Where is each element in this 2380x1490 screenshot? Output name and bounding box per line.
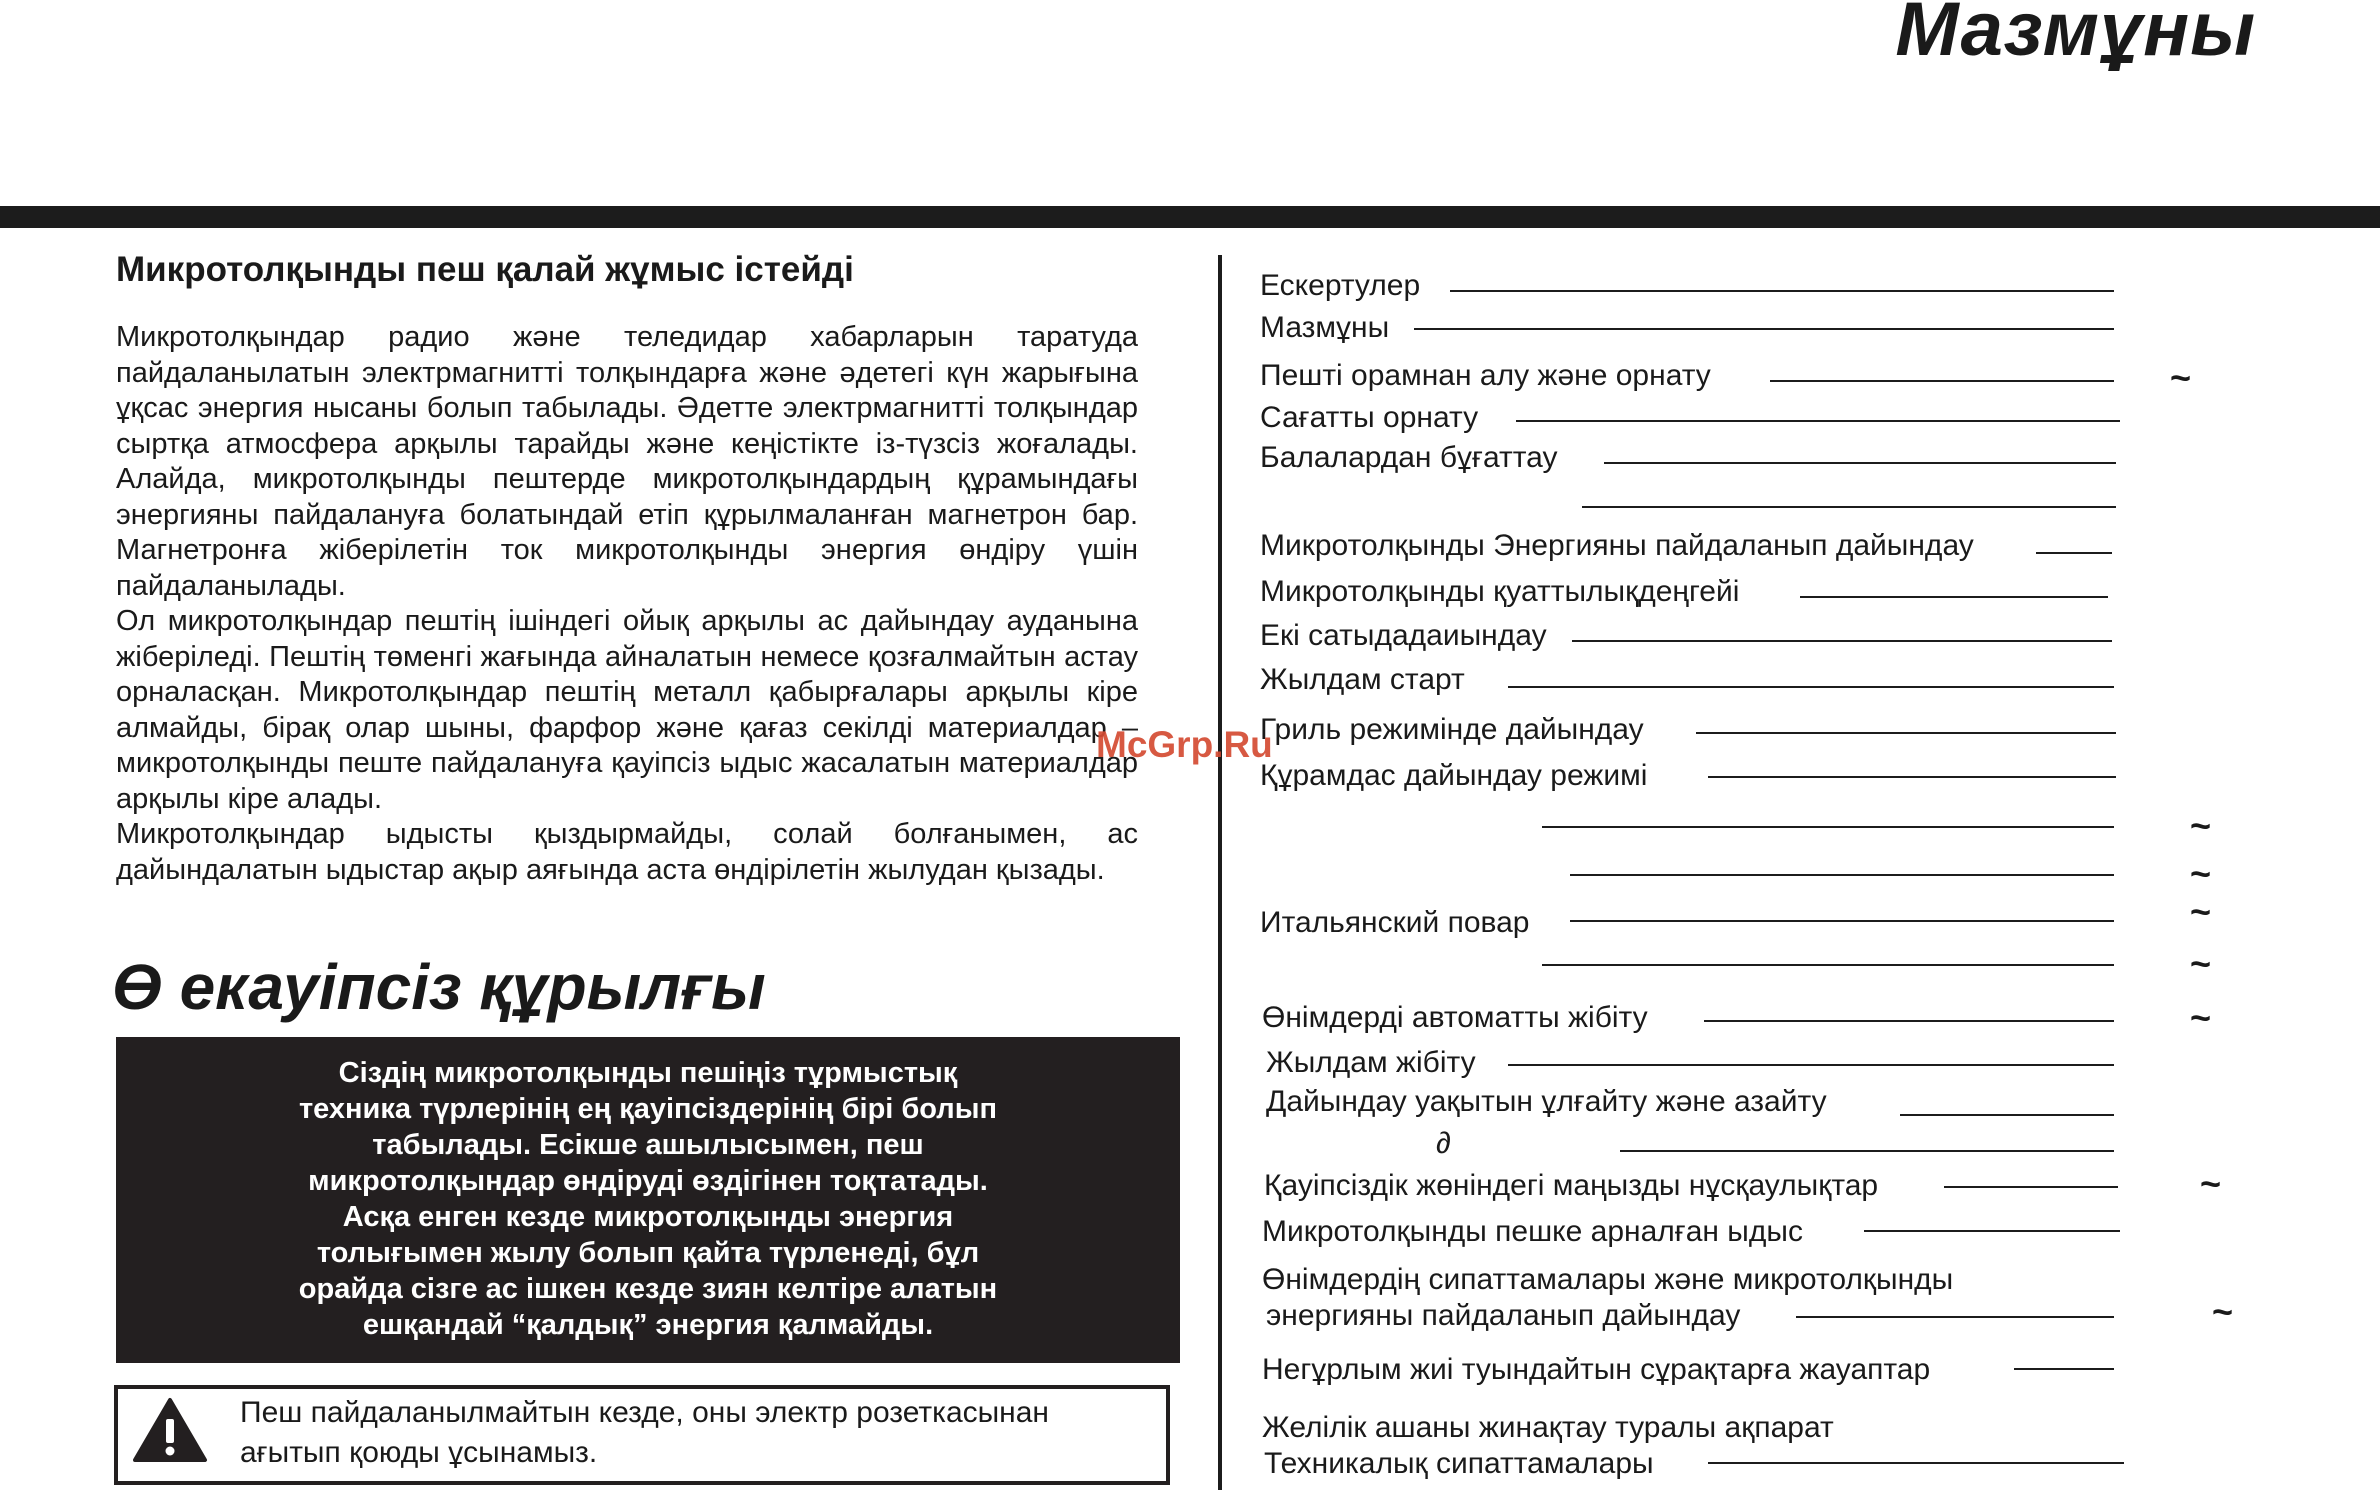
- toc-leader: [1604, 462, 2116, 464]
- warning-box: [114, 1385, 1170, 1485]
- toc-leader: [1944, 1186, 2118, 1188]
- toc-leader: [2036, 552, 2112, 554]
- intro-paragraph: Ол микротолқындар пештің ішіндегі ойық арқылы ас дайындау ауданына жіберіледі. Пештің төменгі жағында айналатын немесе қозғалмайтын астау орналасқан. Микротолқындар пештің металл қабырғалары арқылы кіре алмайды, бірақ олар шыны, фарфор және қағаз секілді материалдар – микротолқынды пеште пайдалануға қауіпсіз ыдыс жасалатын материалдар арқылы кіре алады.: [116, 605, 1138, 815]
- toc-entry-time-adjust: Дайындау уақытын ұлғайту және азайту: [1266, 1085, 1827, 1118]
- toc-tilde: ~: [2190, 853, 2212, 894]
- toc-leader: [1570, 920, 2114, 922]
- safety-line: микротолқындар өндіруді өздігінен тоқтатады.: [308, 1165, 988, 1197]
- toc-entry-food-properties-cont: энергияны пайдаланып дайындау: [1266, 1299, 1741, 1332]
- section-heading: Микротолқынды пеш қалай жұмыс істейді: [116, 250, 854, 289]
- safety-line: ешқандай “қалдық” энергия қалмайды.: [362, 1309, 934, 1341]
- toc-leader: [1582, 506, 2116, 508]
- toc-leader: [1796, 1316, 2114, 1318]
- toc-tilde: ~: [2212, 1291, 2234, 1332]
- toc-leader: [1570, 874, 2114, 876]
- safety-line: толығымен жылу болып қайта түрленеді, бұл: [316, 1237, 980, 1269]
- toc-entry-quick-start: Жылдам старт: [1260, 663, 1465, 696]
- toc-entry-two-stage: Екі сатыдадаиындау: [1260, 619, 1547, 652]
- toc-leader: [1864, 1230, 2120, 1232]
- toc-leader: [1800, 596, 2108, 598]
- toc-leader: [1770, 380, 2114, 382]
- toc-tilde: ~: [2170, 357, 2192, 398]
- toc-leader: [1450, 290, 2114, 292]
- toc-leader: [1516, 420, 2120, 422]
- toc-tilde: ~: [2200, 1163, 2222, 1204]
- toc-leader: [1542, 964, 2114, 966]
- toc-entry-unpacking: Пешті орамнан алу және орнату: [1260, 359, 1711, 392]
- toc-leader: [1704, 1020, 2114, 1022]
- toc-entry-auto-defrost: Өнімдерді автоматты жібіту: [1262, 1001, 1648, 1034]
- toc-entry-combi: Құрамдас дайындау режимі: [1260, 759, 1648, 792]
- watermark: McGrp.Ru: [1096, 724, 1273, 765]
- toc-leader: [1572, 640, 2112, 642]
- toc-entry-food-properties: Өнімдердің сипаттамалары және микротолқынды: [1262, 1263, 1954, 1296]
- safety-line: техника түрлерінің ең қауіпсіздерінің бірі болып: [298, 1093, 998, 1125]
- page-title: Мазмұны: [1895, 0, 2256, 72]
- toc-entry-warnings: Ескертулер: [1260, 269, 1421, 302]
- toc-entry-symbol: ∂: [1436, 1127, 1451, 1160]
- toc-entry-faq: Негұрлым жиі туындайтын сұрақтарға жауаптар: [1262, 1353, 1931, 1386]
- safety-line: табылады. Есікше ашылысымен, пеш: [372, 1129, 924, 1161]
- toc-entry-specifications: Техникалық сипаттамалары: [1264, 1447, 1654, 1480]
- intro-paragraph: Микротолқындар ыдысты қыздырмайды, солай болғанымен, ас дайындалатын ыдыстар ақыр аяғында аста өндірілетін жылудан қызады.: [116, 818, 1138, 886]
- toc-leader: [1708, 776, 2116, 778]
- toc-entry-quick-defrost: Жылдам жібіту: [1266, 1046, 1476, 1079]
- toc-entry-safety: Қауіпсіздік жөніндегі маңызды нұсқаулықтар: [1264, 1169, 1879, 1202]
- toc-entry-plug-assembly: Желілік ашаны жинақтау туралы ақпарат: [1262, 1411, 1834, 1444]
- safety-line: орайда сізге ас ішкен кезде зиян келтіре алатын: [298, 1273, 998, 1305]
- toc-leader: [1696, 732, 2116, 734]
- intro-paragraph: Микротолқындар радио және теледидар хабарларын таратуда пайдаланылатын электрмагнитті толқындарға және әдетегі күн жарығына ұқсас энергия нысаны болып табылады. Әдетте электрмагнитті толқындар сыртқа атмосфера арқылы тарайды және кеңістікте із-түзсіз жоғалады. Алайда, микротолқынды пештерде микротолқындардың құрамындағы энергияны пайдалануға болатындай етіп құрылмаланған магнетрон бар. Магнетронға жіберілетін ток микротолқынды энергия өндіру үшін пайдаланылады.: [116, 321, 1138, 602]
- warning-icon: [132, 1397, 208, 1463]
- toc-leader: [1708, 1462, 2124, 1464]
- safety-line: Сіздің микротолқынды пешіңіз тұрмыстық: [338, 1057, 958, 1089]
- toc-leader: [1542, 826, 2114, 828]
- toc-entry-grill: Гриль режимінде дайындау: [1260, 713, 1644, 746]
- toc-entry-italian-chef: Итальянский повар: [1260, 906, 1530, 939]
- toc-leader: [1508, 1064, 2114, 1066]
- column-divider: [1218, 255, 1222, 1490]
- toc-tilde: ~: [2190, 891, 2212, 932]
- toc-leader: [1508, 686, 2114, 688]
- intro-text: [116, 320, 1138, 888]
- toc-leader: [1414, 328, 2114, 330]
- safety-box: [116, 1037, 1180, 1363]
- toc-leader: [2014, 1368, 2114, 1370]
- toc-entry-contents: Мазмұны: [1260, 311, 1390, 344]
- intro-section: [116, 250, 1138, 888]
- toc-entry-clock: Сағатты орнату: [1260, 401, 1479, 434]
- toc-entry-cookware: Микротолқынды пешке арналған ыдыс: [1262, 1215, 1803, 1248]
- safety-title: Ө екауіпсіз құрылғы: [112, 951, 766, 1023]
- toc-tilde: ~: [2190, 805, 2212, 846]
- toc-tilde: ~: [2190, 997, 2212, 1038]
- toc-tilde: ~: [2190, 943, 2212, 984]
- toc-leader: [1620, 1150, 2114, 1152]
- warning-text: Пеш пайдаланылмайтын кезде, оны электр розеткасынан ағытып қоюды ұсынамыз.: [240, 1396, 1050, 1469]
- safety-line: Асқа енген кезде микротолқынды энергия: [342, 1201, 954, 1233]
- toc-leader: [1900, 1114, 2114, 1116]
- toc-entry-microwave-cooking: Микротолқынды Энергияны пайдаланып дайындау: [1260, 529, 1974, 562]
- toc-entry-power-level: Микротолқынды қуаттылықдеңгейі: [1260, 575, 1740, 608]
- toc-entry-child-lock: Балалардан бұғаттау: [1260, 441, 1558, 474]
- top-rule: [0, 206, 2380, 228]
